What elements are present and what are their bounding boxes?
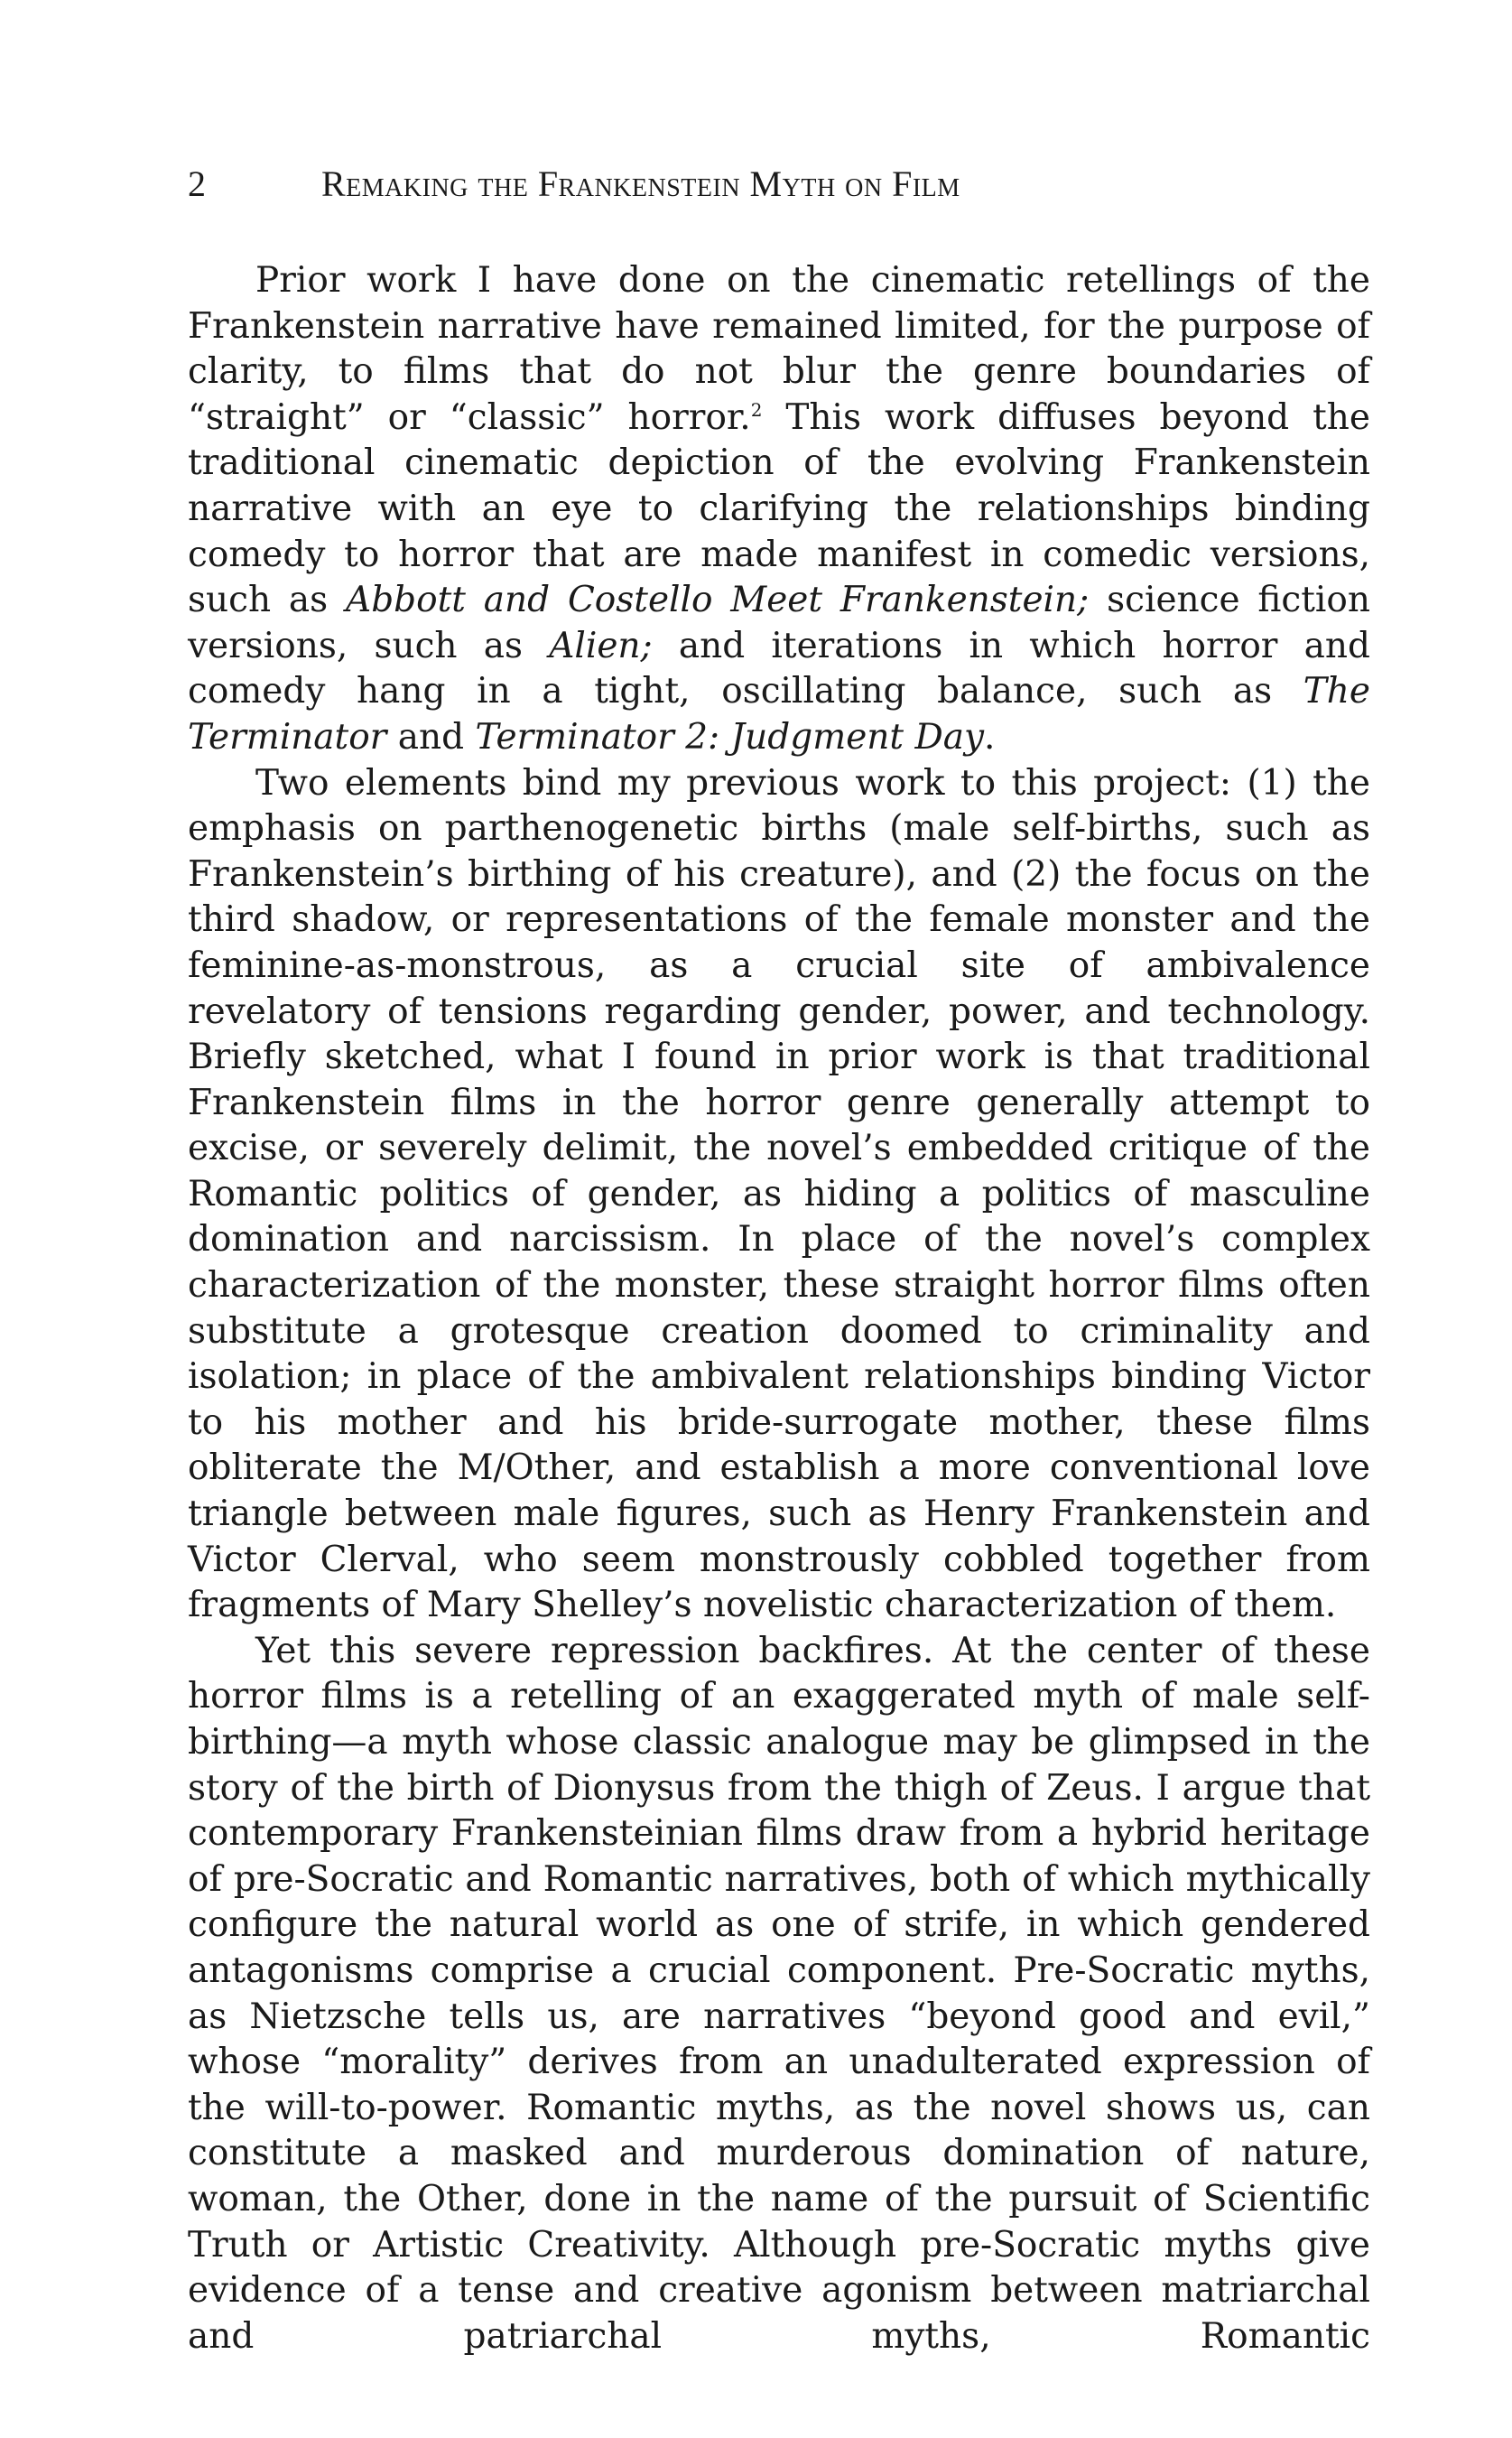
paragraph-1 xyxy=(188,258,1370,761)
footnote-marker: 2 xyxy=(750,398,763,421)
body-text xyxy=(188,258,1370,2359)
film-title-alien: Alien; xyxy=(549,625,653,666)
paragraph-1-text-f: . xyxy=(984,716,996,758)
page-number: 2 xyxy=(188,163,206,204)
film-title-terminator: The Terminator xyxy=(188,671,1370,758)
film-title-abbott-costello: Abbott and Costello Meet Frankenstein; xyxy=(346,580,1090,621)
paragraph-1-text-a: Prior work I have done on the cinematic retellings of the Frankenstein narrative have remained limited, for the purpose of clarity, to films that do not blur the genre boundaries of “straight” or “classic” horror. xyxy=(188,260,1370,438)
running-head xyxy=(188,163,1370,206)
paragraph-1-text-d: and iterations in which horror and comedy hang in a tight, oscillating balance, such as xyxy=(188,625,1370,712)
paragraph-1-text-c: science fiction versions, such as xyxy=(188,580,1371,666)
paragraph-1-text-b: This work diffuses beyond the traditional cinematic depiction of the evolving Frankenstein narrative with an eye to clarifying the relationships binding comedy to horror that are made manifest in comedic versions, such as xyxy=(188,396,1371,621)
paragraph-3: Yet this severe repression backfires. At the center of these horror films is a retelling of an exaggerated myth of male self-birthing—a myth whose classic analogue may be glimpsed in the story of the birth of Dionysus from the thigh of Zeus. I argue that contemporary Frankensteinian films draw from a hybrid heritage of pre-Socratic and Romantic narratives, both of which mythically configure the natural world as one of strife, in which gendered antagonisms comprise a crucial component. Pre-Socratic myths, as Nietzsche tells us, are narratives “beyond good and evil,” whose “morality” derives from an unadulterated expression of the will-to-power. Romantic myths, as the novel shows us, can constitute a masked and murderous domination of nature, woman, the Other, done in the name of the pursuit of Scientific Truth or Artistic Creativity. Although pre-Socratic myths give evidence of a tense and creative agonism between matriarchal and patriarchal myths, Romantic xyxy=(188,1630,1370,2357)
paragraph-2: Two elements bind my previous work to this project: (1) the emphasis on parthenogenetic births (male self-births, such as Frankenstein’s birthing of his creature), and (2) the focus on the third shadow, or representations of the female monster and the feminine-as-monstrous, as a crucial site of ambivalence revelatory of tensions regarding gender, power, and technology. Briefly sketched, what I found in prior work is that traditional Frankenstein films in the horror genre generally attempt to excise, or severely delimit, the novel’s embedded critique of the Romantic politics of gender, as hiding a politics of masculine domination and narcissism. In place of the novel’s complex characterization of the monster, these straight horror films often substitute a grotesque creation doomed to criminality and isolation; in place of the ambivalent relationships binding Victor to his mother and his bride-surrogate mother, these films obliterate the M/Other, and establish a more conventional love triangle between male figures, such as Henry Frankenstein and Victor Clerval, who seem monstrously cobbled together from fragments of Mary Shelley’s novelistic characterization of them. xyxy=(188,762,1370,1626)
paragraph-1-text-e: and xyxy=(386,716,476,758)
book-page xyxy=(188,163,1370,2359)
film-title-terminator-2: Terminator 2: Judgment Day xyxy=(475,716,985,758)
book-title: Remaking the Frankenstein Myth on Film xyxy=(321,163,960,204)
